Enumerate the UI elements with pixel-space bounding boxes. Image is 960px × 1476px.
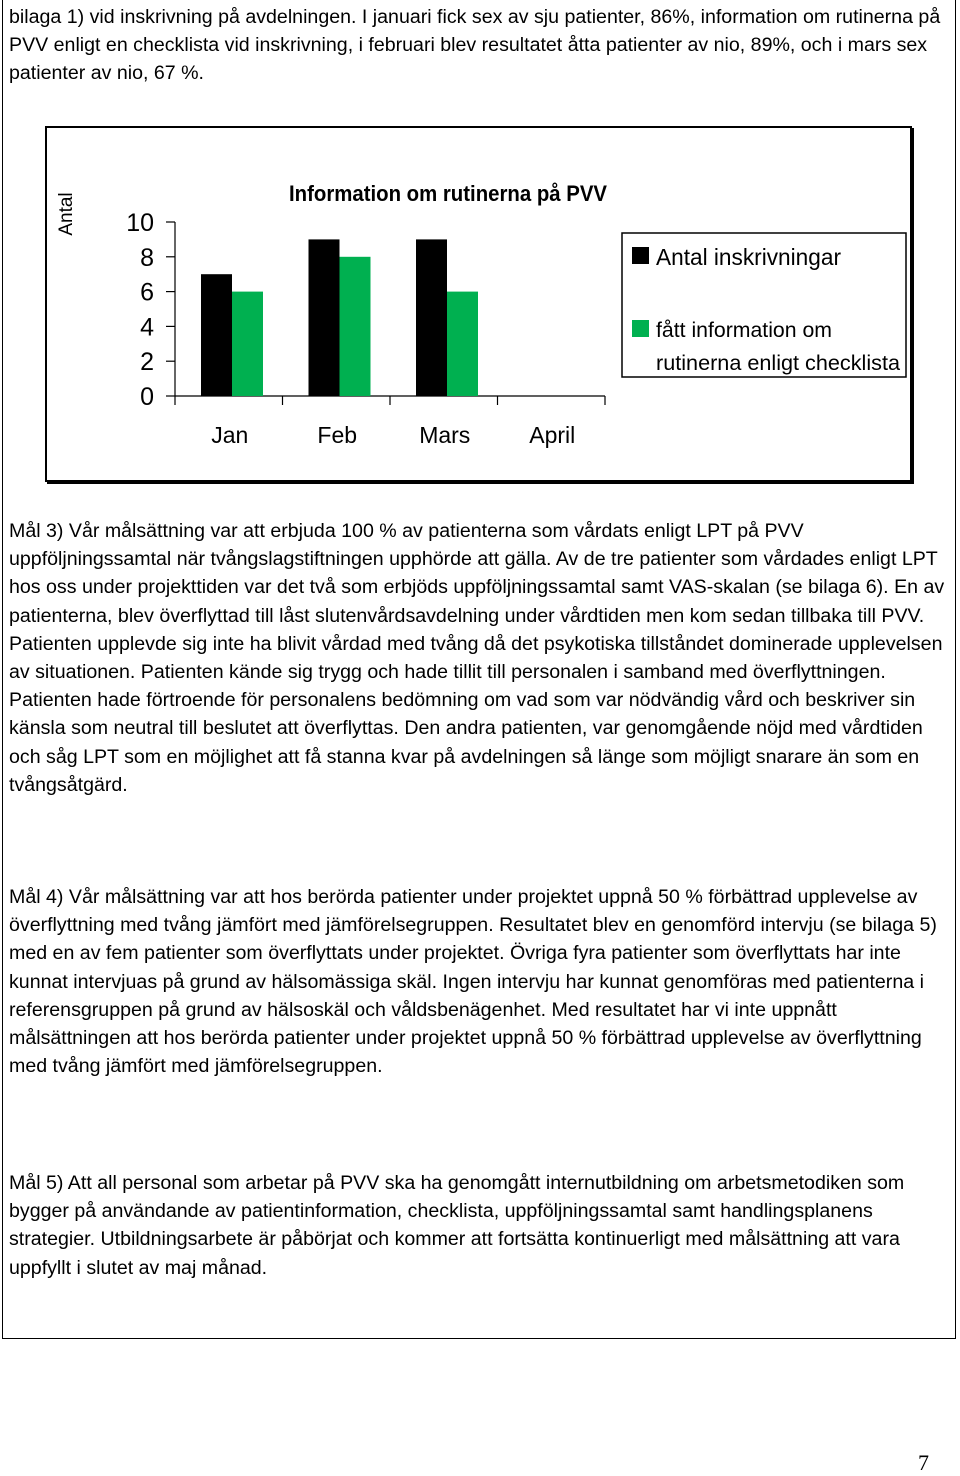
page-number: 7 <box>918 1450 929 1475</box>
legend-label-antal: Antal inskrivningar <box>656 244 842 270</box>
goal-4-paragraph: Mål 4) Vår målsättning var att hos berörda patienter under projektet uppnå 50 % förbättrad upplevelse av överflyttning med tvång jämfört med jämförelsegruppen. Resultatet blev en genomförd intervju (se bilaga 5) med en av fem patienter som överflyttats under projektet. Övriga fyra patienter som överflyttats har inte kunnat intervjuas på grund av hälsomässiga skäl. Ingen intervju har kunnat genomföras med patienterna i referensgruppen på grund av hälsoskäl och våldsbenägenhet. Med resultatet har vi inte uppnått målsättningen att hos berörda patienter under projektet uppnå 50 % förbättrad upplevelse av överflyttning med tvång jämfört med jämförelsegruppen. <box>9 886 937 1078</box>
x-tick-label: April <box>529 422 576 448</box>
intro-paragraph: bilaga 1) vid inskrivning på avdelningen. I januari fick sex av sju patienter, 86%, information om rutinerna på PVV enligt en checklista vid inskrivning, i februari blev resultatet åtta patienter av nio, 89%, och i mars sex patienter av nio, 67 %. <box>9 6 941 85</box>
y-tick-label: 8 <box>140 243 154 272</box>
legend-label-fatt-line2: rutinerna enligt checklista <box>656 352 901 375</box>
bar-fatt-information <box>232 292 263 396</box>
bar-antal-inskrivningar <box>201 274 232 396</box>
y-tick-label: 10 <box>126 209 154 237</box>
chart-title: Information om rutinerna på PVV <box>289 181 608 206</box>
x-tick-label: Mars <box>419 422 471 448</box>
x-tick-label: Feb <box>317 422 358 448</box>
y-tick-label: 4 <box>140 313 154 342</box>
y-tick-label: 6 <box>140 278 154 307</box>
goal-5-paragraph: Mål 5) Att all personal som arbetar på PVV ska ha genomgått internutbildning om arbetsmetodiken som bygger på användande av patientinformation, checklista, uppföljningssamtal samt handlingsplanens strategier. Utbildningsarbete är påbörjat och kommer att fortsätta kontinuerligt med målsättning att vara uppfyllt i slutet av maj månad. <box>9 1172 905 1279</box>
bar-chart <box>0 0 960 520</box>
goal-3-body: Av de tre patienter som vårdades enligt LPT hos oss under projekttiden var det två som erbjöds uppföljningssamtal samt VAS-skalan (se bilaga 6). En av patienterna, blev överflyttad till låst slutenvårdsavdelning under vårdtiden men kom sedan tillbaka till PVV. Patienten upplevde sig inte ha blivit vårdad med tvång då det psykotiska tillståndet dominerade upplevelsen av situationen. Patienten kände sig trygg och hade tillit till personalen i samband med överflyttningen. Patienten hade förtroende för personalens bedömning om vad som var nödvändig vård och beskriver sin känsla som neutral till beslutet att överflyttas. Den andra patienten, var genomgående nöjd med vårdtiden och såg LPT som en möjlighet att få stanna kvar på avdelningen så länge som möjligt snarare än som en tvångsåtgärd. <box>9 548 945 796</box>
y-axis-label: Antal <box>56 192 77 236</box>
x-tick-label: Jan <box>211 422 249 448</box>
bar-antal-inskrivningar <box>309 239 340 396</box>
legend-swatch-antal <box>632 247 649 264</box>
legend-label-fatt-line1: fått information om <box>656 319 832 342</box>
legend-swatch-fatt <box>632 320 649 337</box>
y-tick-label: 2 <box>140 348 154 377</box>
bar-fatt-information <box>340 257 371 396</box>
y-tick-label: 0 <box>140 383 154 411</box>
goal-3-paragraph <box>9 517 949 799</box>
bar-antal-inskrivningar <box>416 239 447 396</box>
bar-fatt-information <box>447 292 478 396</box>
goal-3-lead: Mål 3) Vår målsättning var att erbjuda 100 % av patienterna som vårdats enligt LPT på PVV uppföljningssamtal när tvångslagstiftningen upphörde att gälla. <box>9 520 804 571</box>
